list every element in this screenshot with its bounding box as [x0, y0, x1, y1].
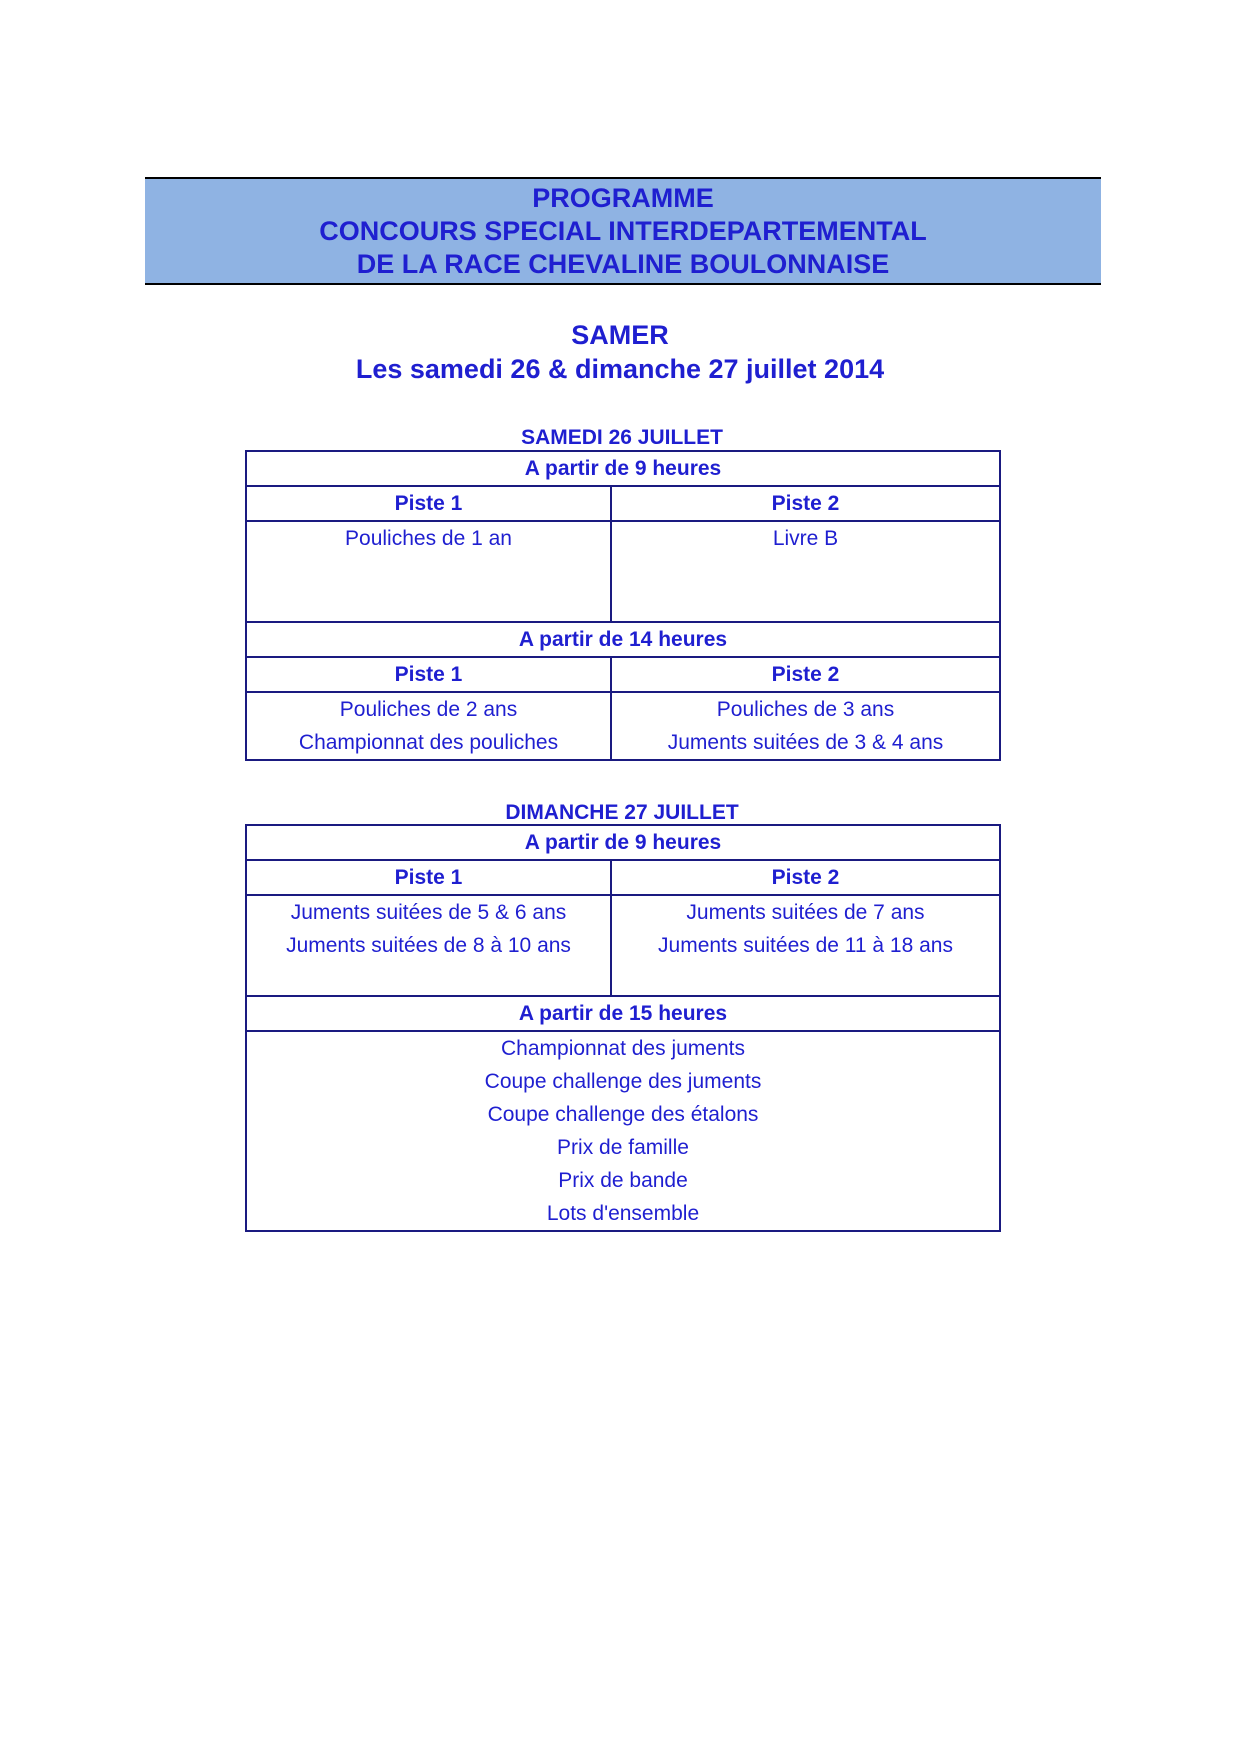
sunday-morning-time: A partir de 9 heures — [246, 825, 1000, 860]
sunday-morning-piste2-header: Piste 2 — [611, 860, 1000, 895]
list-item: Prix de famille — [557, 1136, 689, 1159]
table-row — [246, 657, 1000, 692]
list-item: Pouliches de 3 ans — [716, 698, 895, 721]
list-item: Juments suitées de 8 à 10 ans — [286, 934, 571, 957]
table-row — [246, 692, 1000, 760]
event-dates: Les samedi 26 & dimanche 27 juillet 2014 — [355, 354, 885, 384]
saturday-afternoon-piste1-cell — [246, 692, 611, 760]
table-row — [246, 895, 1000, 996]
title-line-3: DE LA RACE CHEVALINE BOULONNAISE — [356, 248, 890, 279]
saturday-morning-time: A partir de 9 heures — [246, 451, 1000, 486]
title-banner — [145, 177, 1101, 285]
sunday-afternoon-cell — [246, 1031, 1000, 1231]
table-row — [246, 622, 1000, 657]
title-line-1: PROGRAMME — [532, 182, 714, 213]
list-item: Championnat des pouliches — [298, 731, 559, 754]
table-row — [246, 451, 1000, 486]
sunday-afternoon-time: A partir de 15 heures — [246, 996, 1000, 1031]
sunday-morning-piste2-cell — [611, 895, 1000, 996]
list-item: Lots d'ensemble — [546, 1202, 700, 1225]
saturday-afternoon-piste2-cell — [611, 692, 1000, 760]
table-row — [246, 860, 1000, 895]
title-line-2: CONCOURS SPECIAL INTERDEPARTEMENTAL — [319, 215, 927, 246]
saturday-morning-piste2-header: Piste 2 — [611, 486, 1000, 521]
sunday-title: DIMANCHE 27 JUILLET — [505, 801, 739, 824]
event-location: SAMER — [571, 320, 669, 350]
list-item: Juments suitées de 7 ans — [686, 901, 925, 924]
list-item: Juments suitées de 3 & 4 ans — [667, 731, 944, 754]
sunday-morning-piste1-cell — [246, 895, 611, 996]
list-item: Juments suitées de 5 & 6 ans — [290, 901, 567, 924]
list-item: Pouliches de 2 ans — [339, 698, 518, 721]
saturday-title: SAMEDI 26 JUILLET — [521, 426, 723, 449]
list-item: Prix de bande — [558, 1169, 688, 1192]
table-row — [246, 521, 1000, 622]
sunday-morning-piste1-header: Piste 1 — [246, 860, 611, 895]
list-item: Livre B — [772, 527, 839, 550]
table-row — [246, 1031, 1000, 1231]
saturday-afternoon-piste1-header: Piste 1 — [246, 657, 611, 692]
table-row — [246, 996, 1000, 1031]
list-item: Championnat des juments — [501, 1037, 745, 1060]
list-item: Juments suitées de 11 à 18 ans — [658, 934, 953, 957]
saturday-morning-piste1-cell — [246, 521, 611, 622]
list-item: Coupe challenge des juments — [484, 1070, 762, 1093]
saturday-schedule-table — [245, 450, 1001, 761]
table-row — [246, 486, 1000, 521]
list-item: Pouliches de 1 an — [345, 527, 512, 550]
saturday-morning-piste1-header: Piste 1 — [246, 486, 611, 521]
sunday-schedule-table — [245, 824, 1001, 1232]
table-row — [246, 825, 1000, 860]
saturday-morning-piste2-cell — [611, 521, 1000, 622]
saturday-afternoon-piste2-header: Piste 2 — [611, 657, 1000, 692]
list-item: Coupe challenge des étalons — [487, 1103, 759, 1126]
saturday-afternoon-time: A partir de 14 heures — [246, 622, 1000, 657]
